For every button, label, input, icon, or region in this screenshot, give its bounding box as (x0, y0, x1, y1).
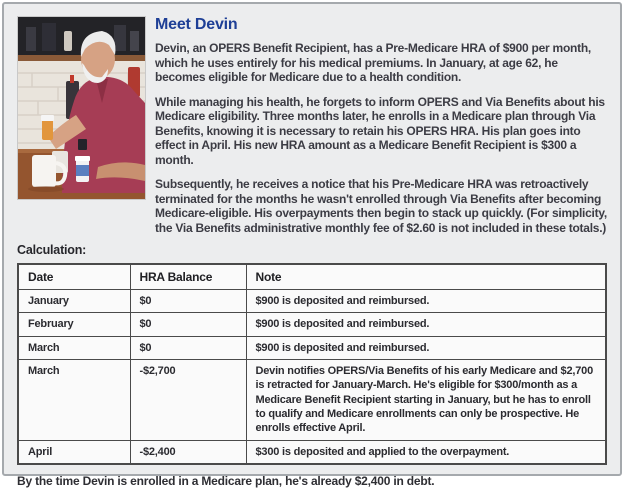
intro-paragraph-3: Subsequently, he receives a notice that his Pre-Medicare HRA was retroactively terminated for the months he wasn't enrolled through Via Benefits after becoming Medicare-eligible. His overpayments then begin to stack up quickly. (For simplicity, the Via Benefits administrative monthly fee of $2.60 is not included in these totals.) (155, 177, 608, 235)
intro-paragraph-2: While managing his health, he forgets to inform OPERS and Via Benefits about his Medicare eligibility. Three months later, he enrolls in a Medicare plan through Via Benefits, knowing it is necessary to retain his OPERS HRA. His plan goes into effect in April. His new HRA amount as a Medicare Benefit Recipient is $300 a month. (155, 94, 605, 167)
page-title: Meet Devin (155, 16, 238, 33)
column-header-hra-balance: HRA Balance (130, 264, 246, 290)
cell-date: March (18, 336, 130, 359)
cell-note: $900 is deposited and reimbursed. (246, 336, 606, 359)
cell-note: $900 is deposited and reimbursed. (246, 313, 606, 336)
cell-balance: $0 (130, 336, 246, 359)
conclusion-text: By the time Devin is enrolled in a Medicare plan, he's already $2,400 in debt. (17, 473, 435, 488)
case-study-card (2, 2, 622, 488)
table-row (18, 440, 606, 464)
cell-balance: $0 (130, 290, 246, 313)
column-header-note: Note (246, 264, 606, 290)
table-row (18, 360, 606, 440)
cell-balance: -$2,400 (130, 440, 246, 464)
cell-note: Devin notifies OPERS/Via Benefits of his early Medicare and $2,700 is retracted for January-March. He's eligible for $300/month as a Medicare Benefit Recipient starting in January, but he has to enroll to qualify and Medicare enrollments can only be prospective. He enrolls effective April. (246, 360, 606, 440)
calculation-table (17, 263, 607, 465)
cell-note: $300 is deposited and applied to the overpayment. (246, 440, 606, 464)
cell-balance: $0 (130, 313, 246, 336)
table-row (18, 313, 606, 336)
intro-section (17, 16, 607, 235)
cell-date: April (18, 440, 130, 464)
calculation-label: Calculation: (17, 243, 87, 258)
devin-photo (17, 16, 146, 200)
column-header-date: Date (18, 264, 130, 290)
table-row (18, 336, 606, 359)
table-row (18, 290, 606, 313)
cell-date: March (18, 360, 130, 440)
cell-note: $900 is deposited and reimbursed. (246, 290, 606, 313)
intro-text-column (155, 16, 607, 235)
intro-paragraph-1: Devin, an OPERS Benefit Recipient, has a Pre-Medicare HRA of $900 per month, which he uses entirely for his medical premiums. In January, at age 62, he becomes eligible for Medicare due to a health condition. (155, 41, 592, 85)
cell-balance: -$2,700 (130, 360, 246, 440)
cell-date: February (18, 313, 130, 336)
cell-date: January (18, 290, 130, 313)
devin-photo-illustration (18, 17, 145, 199)
table-header-row (18, 264, 606, 290)
